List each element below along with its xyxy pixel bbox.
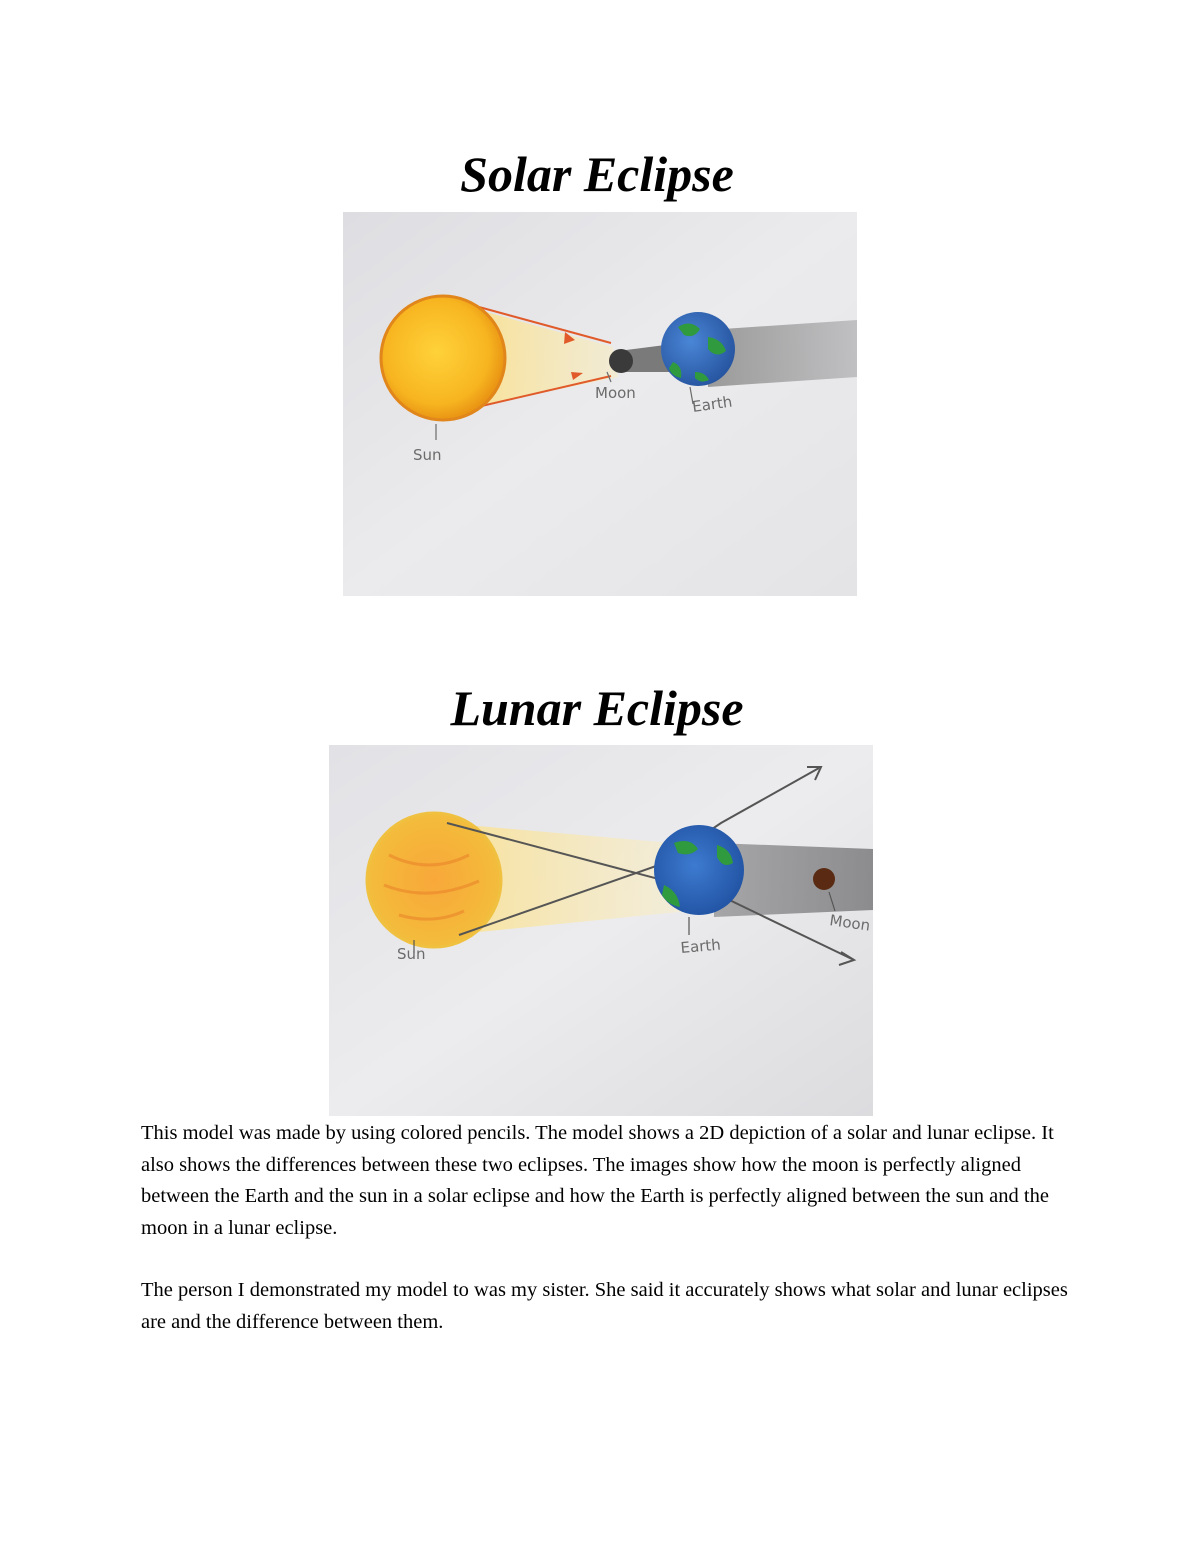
lunar-eclipse-photo: [329, 745, 873, 1116]
sun-label: Sun: [413, 446, 442, 464]
lunar-eclipse-title: Lunar Eclipse: [450, 680, 744, 736]
earth-label: Earth: [691, 392, 734, 416]
solar-eclipse-title: Solar Eclipse: [460, 146, 734, 202]
moon-drawing: [813, 868, 835, 890]
earth-label: Earth: [679, 935, 722, 957]
moon-label: Moon: [828, 911, 872, 935]
moon-label: Moon: [595, 384, 636, 402]
demonstration-paragraph: The person I demonstrated my model to was my sister. She said it accurately shows what solar and lunar eclipses are and the difference between them.: [141, 1279, 1068, 1333]
solar-eclipse-photo: [343, 212, 857, 596]
sun-drawing: [381, 296, 505, 420]
description-paragraph: This model was made by using colored pencils. The model shows a 2D depiction of a solar and lunar eclipse. It also shows the differences between these two eclipses. The images show how the moon is perfectly aligned between the Earth and the sun in a solar eclipse and how the Earth is perfectly aligned between the sun and the moon in a lunar eclipse.: [141, 1122, 1054, 1239]
moon-drawing: [609, 349, 633, 373]
sun-label: Sun: [397, 945, 426, 963]
